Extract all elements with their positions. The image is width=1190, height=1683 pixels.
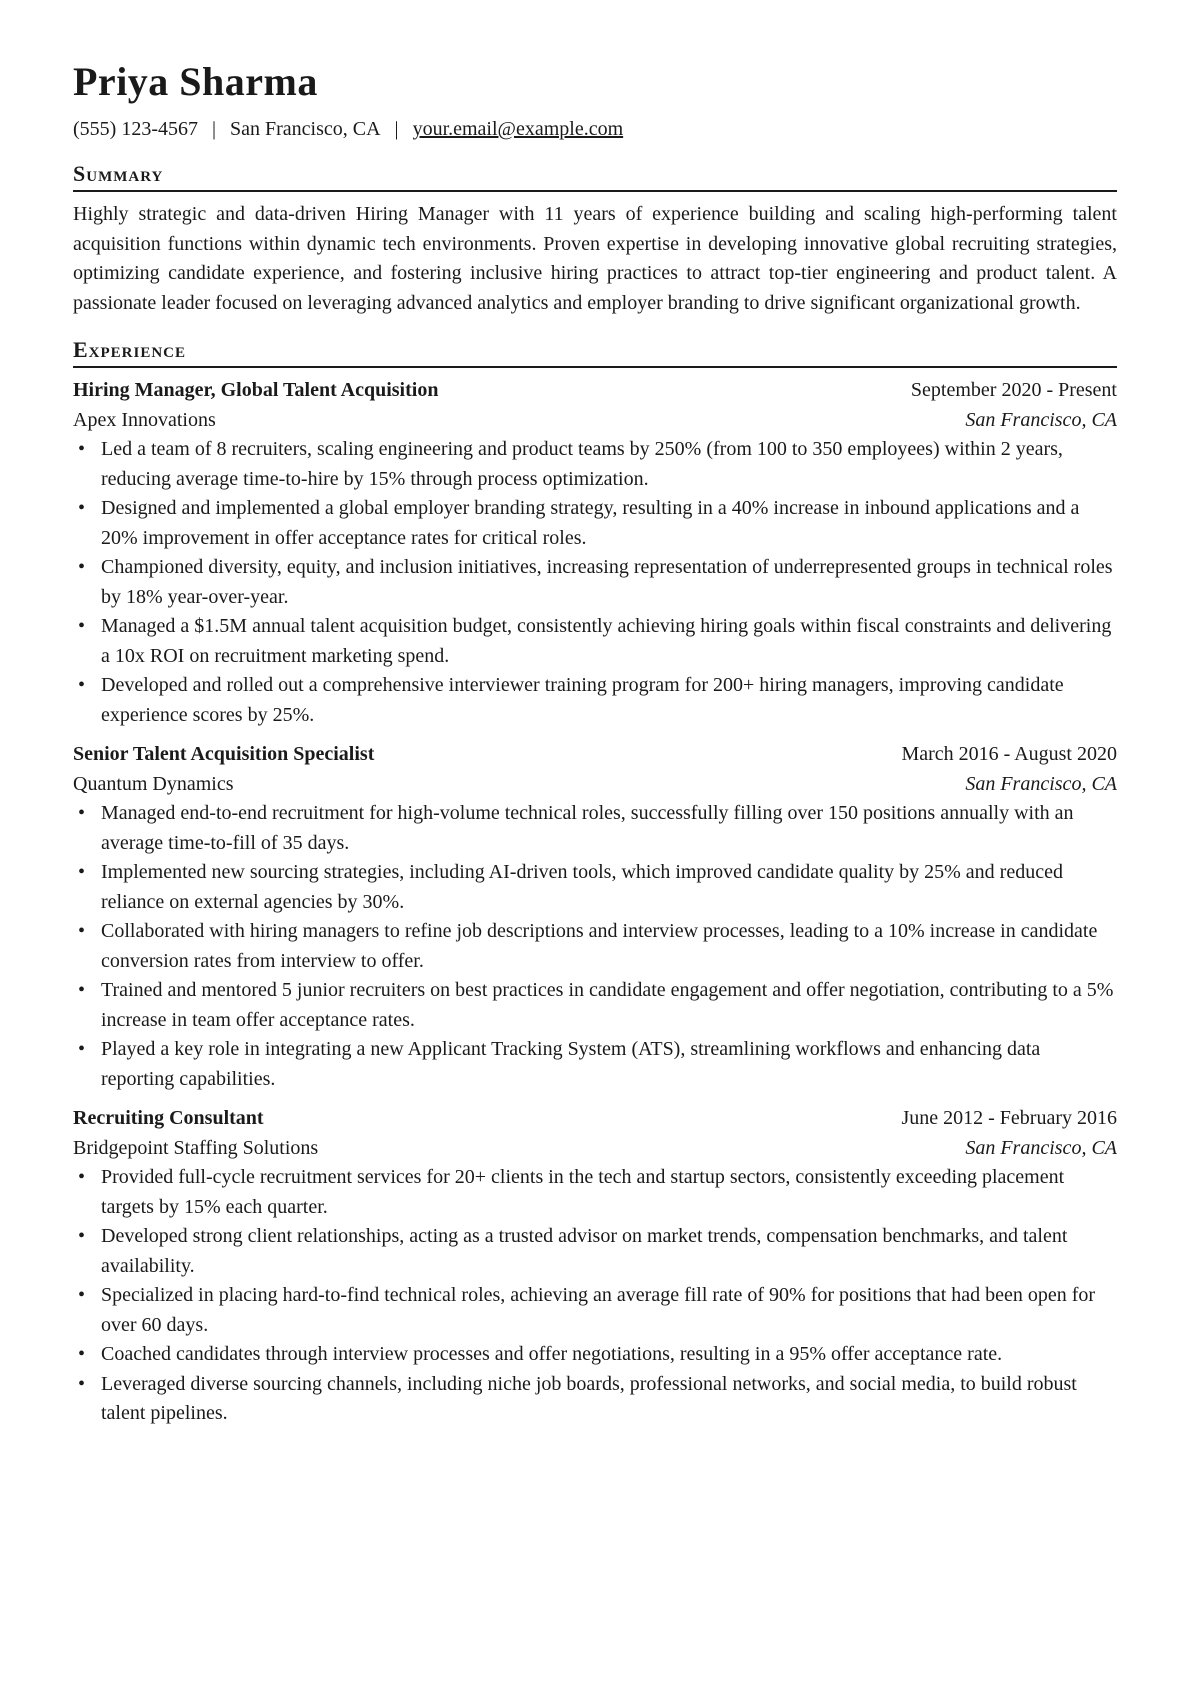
bullet-text: Developed and rolled out a comprehensive interviewer training program for 200+ hiring managers, improving candidate experience scores by 25%. xyxy=(101,674,1064,726)
summary-heading: Summary xyxy=(73,160,1117,192)
job-dates: June 2012 - February 2016 xyxy=(901,1107,1117,1129)
job-entry xyxy=(73,1104,1117,1429)
bullet-text: Designed and implemented a global employer branding strategy, resulting in a 40% increase in inbound applications and a 20% improvement in offer acceptance rates for critical roles. xyxy=(101,497,1080,549)
bullet-text: Coached candidates through interview processes and offer negotiations, resulting in a 95% offer acceptance rate. xyxy=(101,1343,1003,1365)
bullet-text: Led a team of 8 recruiters, scaling engineering and product teams by 250% (from 100 to 350 employees) within 2 years, reducing average time-to-hire by 15% through process optimization. xyxy=(101,438,1063,490)
list-item xyxy=(73,671,1117,730)
list-item xyxy=(73,435,1117,494)
bullet-icon: • xyxy=(78,1225,86,1247)
bullet-icon: • xyxy=(78,920,86,942)
bullet-icon: • xyxy=(78,1038,86,1060)
job-bullets xyxy=(73,435,1117,730)
job-company-row xyxy=(73,1134,1117,1164)
job-company-row xyxy=(73,406,1117,436)
experience-heading: Experience xyxy=(73,336,1117,368)
email-link[interactable]: your.email@example.com xyxy=(412,118,624,140)
job-company: Apex Innovations xyxy=(73,408,216,431)
contact-separator: | xyxy=(211,118,216,140)
bullet-icon: • xyxy=(78,556,86,578)
job-title: Recruiting Consultant xyxy=(73,1107,264,1129)
bullet-icon: • xyxy=(78,497,86,519)
bullet-text: Championed diversity, equity, and inclusion initiatives, increasing representation of underrepresented groups in technical roles by 18% year-over-year. xyxy=(101,556,1113,608)
experience-section xyxy=(73,336,1117,1429)
job-dates: March 2016 - August 2020 xyxy=(901,743,1117,765)
bullet-text: Collaborated with hiring managers to refine job descriptions and interview processes, leading to a 10% increase in candidate conversion rates from interview to offer. xyxy=(101,920,1098,972)
bullet-icon: • xyxy=(78,1166,86,1188)
list-item xyxy=(73,1370,1117,1429)
contact-line xyxy=(73,116,1117,142)
list-item xyxy=(73,917,1117,976)
job-entry xyxy=(73,376,1117,730)
bullet-icon: • xyxy=(78,615,86,637)
bullet-text: Specialized in placing hard-to-find technical roles, achieving an average fill rate of 90% for positions that had been open for over 60 days. xyxy=(101,1284,1096,1336)
bullet-icon: • xyxy=(78,861,86,883)
job-company: Bridgepoint Staffing Solutions xyxy=(73,1136,319,1159)
bullet-icon: • xyxy=(78,1284,86,1306)
bullet-icon: • xyxy=(78,438,86,460)
bullet-icon: • xyxy=(78,674,86,696)
bullet-text: Managed end-to-end recruitment for high-volume technical roles, successfully filling over 150 positions annually with an average time-to-fill of 35 days. xyxy=(101,802,1074,854)
summary-text: Highly strategic and data-driven Hiring Manager with 11 years of experience building and scaling high-performing talent acquisition functions within dynamic tech environments. Proven expertise in developing innovative global recruiting strategies, optimizing candidate experience, and fostering inclusive hiring practices to attract top-tier engineering and product talent. A passionate leader focused on leveraging advanced analytics and employer branding to drive significant organizational growth. xyxy=(73,203,1117,314)
bullet-text: Developed strong client relationships, acting as a trusted advisor on market trends, compensation benchmarks, and talent availability. xyxy=(101,1225,1068,1277)
job-title: Senior Talent Acquisition Specialist xyxy=(73,743,375,765)
job-title-row xyxy=(73,376,1117,406)
job-company-row xyxy=(73,770,1117,800)
contact-separator: | xyxy=(394,118,399,140)
list-item xyxy=(73,1035,1117,1094)
candidate-name: Priya Sharma xyxy=(73,59,318,104)
job-title-row xyxy=(73,1104,1117,1134)
list-item xyxy=(73,612,1117,671)
job-bullets xyxy=(73,799,1117,1094)
job-title-row xyxy=(73,740,1117,770)
list-item xyxy=(73,1281,1117,1340)
summary-section xyxy=(73,160,1117,318)
bullet-text: Leveraged diverse sourcing channels, including niche job boards, professional networks, and social media, to build robust talent pipelines. xyxy=(101,1372,1077,1424)
list-item xyxy=(73,858,1117,917)
list-item xyxy=(73,1222,1117,1281)
list-item xyxy=(73,799,1117,858)
bullet-icon: • xyxy=(78,1343,86,1365)
job-location: San Francisco, CA xyxy=(965,772,1117,795)
job-title: Hiring Manager, Global Talent Acquisition xyxy=(73,379,439,401)
job-entry xyxy=(73,740,1117,1094)
resume-header xyxy=(73,56,1117,142)
bullet-text: Played a key role in integrating a new Applicant Tracking System (ATS), streamlining workflows and enhancing data reporting capabilities. xyxy=(101,1038,1041,1090)
phone-number: (555) 123-4567 xyxy=(73,118,198,140)
bullet-text: Implemented new sourcing strategies, including AI-driven tools, which improved candidate quality by 25% and reduced reliance on external agencies by 30%. xyxy=(101,861,1063,913)
job-location: San Francisco, CA xyxy=(965,1136,1117,1159)
job-location: San Francisco, CA xyxy=(965,408,1117,431)
bullet-text: Provided full-cycle recruitment services for 20+ clients in the tech and startup sectors, consistently exceeding placement targets by 15% each quarter. xyxy=(101,1166,1065,1218)
job-company: Quantum Dynamics xyxy=(73,772,234,795)
job-dates: September 2020 - Present xyxy=(910,379,1117,401)
bullet-icon: • xyxy=(78,979,86,1001)
list-item xyxy=(73,1340,1117,1370)
location: San Francisco, CA xyxy=(230,118,381,140)
bullet-text: Managed a $1.5M annual talent acquisition budget, consistently achieving hiring goals within fiscal constraints and delivering a 10x ROI on recruitment marketing spend. xyxy=(101,615,1112,667)
bullet-icon: • xyxy=(78,802,86,824)
bullet-icon: • xyxy=(78,1372,86,1395)
list-item xyxy=(73,976,1117,1035)
list-item xyxy=(73,553,1117,612)
bullet-text: Trained and mentored 5 junior recruiters on best practices in candidate engagement and offer negotiation, contributing to a 5% increase in team offer acceptance rates. xyxy=(101,979,1114,1031)
list-item xyxy=(73,1163,1117,1222)
job-bullets xyxy=(73,1163,1117,1429)
list-item xyxy=(73,494,1117,553)
